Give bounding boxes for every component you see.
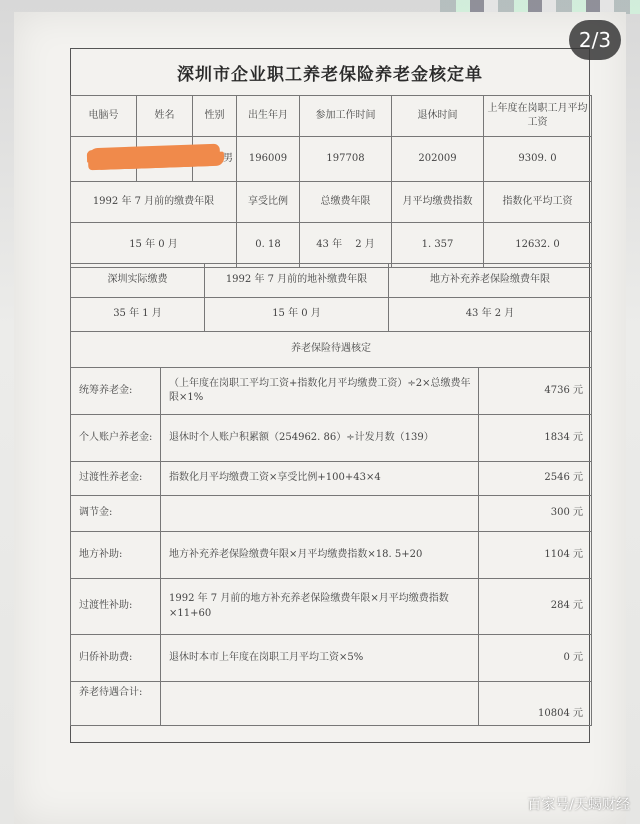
table-row xyxy=(71,635,592,682)
item-label: 个人账户养老金: xyxy=(71,415,161,462)
local-supp-years-value: 43 年 2 月 xyxy=(389,298,592,332)
local-pre1992-header: 1992 年 7 月前的地补缴费年限 xyxy=(205,264,389,298)
gender-header: 性别 xyxy=(193,96,237,137)
pre1992-years-value: 15 年 0 月 xyxy=(71,223,237,268)
benefit-table xyxy=(70,367,592,726)
work-start-header: 参加工作时间 xyxy=(300,96,392,137)
retire-value: 202009 xyxy=(392,137,484,182)
table-row xyxy=(71,496,592,532)
item-formula: 地方补充养老保险缴费年限×月平均缴费指数×18. 5+20 xyxy=(161,532,479,579)
birth-value: 196009 xyxy=(237,137,300,182)
item-amount: 0 元 xyxy=(479,635,592,682)
retire-header: 退休时间 xyxy=(392,96,484,137)
item-label: 过渡性养老金: xyxy=(71,462,161,496)
table-row xyxy=(71,682,592,726)
table-row xyxy=(71,579,592,635)
item-amount: 2546 元 xyxy=(479,462,592,496)
item-formula: 1992 年 7 月前的地方补充养老保险缴费年限×月平均缴费指数×11+60 xyxy=(161,579,479,635)
item-amount: 300 元 xyxy=(479,496,592,532)
birth-header: 出生年月 xyxy=(237,96,300,137)
item-formula: 指数化月平均缴费工资×享受比例+100+43×4 xyxy=(161,462,479,496)
indexed-avg-value: 12632. 0 xyxy=(484,223,592,268)
pre1992-years-header: 1992 年 7 月前的缴费年限 xyxy=(71,182,237,223)
item-amount: 10804 元 xyxy=(479,682,592,726)
sz-actual-value: 35 年 1 月 xyxy=(71,298,205,332)
item-label: 地方补助: xyxy=(71,532,161,579)
avg-index-header: 月平均缴费指数 xyxy=(392,182,484,223)
item-formula: 退休时本市上年度在岗职工月平均工资×5% xyxy=(161,635,479,682)
gender-value: 男 xyxy=(193,137,237,182)
item-amount: 4736 元 xyxy=(479,368,592,415)
name-header: 姓名 xyxy=(137,96,193,137)
prev-avg-wage-header: 上年度在岗职工月平均工资 xyxy=(484,96,592,137)
ratio-header: 享受比例 xyxy=(237,182,300,223)
item-formula: 退休时个人账户积累额（254962. 86）÷计发月数（139） xyxy=(161,415,479,462)
sz-actual-header: 深圳实际缴费 xyxy=(71,264,205,298)
basic-info-table xyxy=(70,95,592,268)
item-amount: 1104 元 xyxy=(479,532,592,579)
item-label: 养老待遇合计: xyxy=(71,682,161,726)
item-label: 调节金: xyxy=(71,496,161,532)
indexed-avg-header: 指数化平均工资 xyxy=(484,182,592,223)
item-amount: 284 元 xyxy=(479,579,592,635)
item-formula xyxy=(161,496,479,532)
table-row xyxy=(71,415,592,462)
item-label: 过渡性补助: xyxy=(71,579,161,635)
item-formula xyxy=(161,682,479,726)
section-title: 养老保险待遇核定 xyxy=(71,332,592,368)
table-row xyxy=(71,532,592,579)
redaction-mark xyxy=(88,144,221,171)
page-counter: 2/3 xyxy=(569,20,621,60)
form-title: 深圳市企业职工养老保险养老金核定单 xyxy=(71,49,589,96)
item-amount: 1834 元 xyxy=(479,415,592,462)
item-label: 归侨补助费: xyxy=(71,635,161,682)
watermark: 百家号/天蝎财经 xyxy=(527,797,630,813)
ratio-value: 0. 18 xyxy=(237,223,300,268)
local-supp-years-header: 地方补充养老保险缴费年限 xyxy=(389,264,592,298)
table-row xyxy=(71,462,592,496)
computer-no-header: 电脑号 xyxy=(71,96,137,137)
prev-avg-wage-value: 9309. 0 xyxy=(484,137,592,182)
total-years-value: 43 年 2 月 xyxy=(300,223,392,268)
avg-index-value: 1. 357 xyxy=(392,223,484,268)
local-pre1992-value: 15 年 0 月 xyxy=(205,298,389,332)
table-row xyxy=(71,368,592,415)
item-label: 统筹养老金: xyxy=(71,368,161,415)
work-start-value: 197708 xyxy=(300,137,392,182)
total-years-header: 总缴费年限 xyxy=(300,182,392,223)
years-table xyxy=(70,263,592,368)
item-formula: （上年度在岗职工平均工资+指数化月平均缴费工资）÷2×总缴费年限×1% xyxy=(161,368,479,415)
